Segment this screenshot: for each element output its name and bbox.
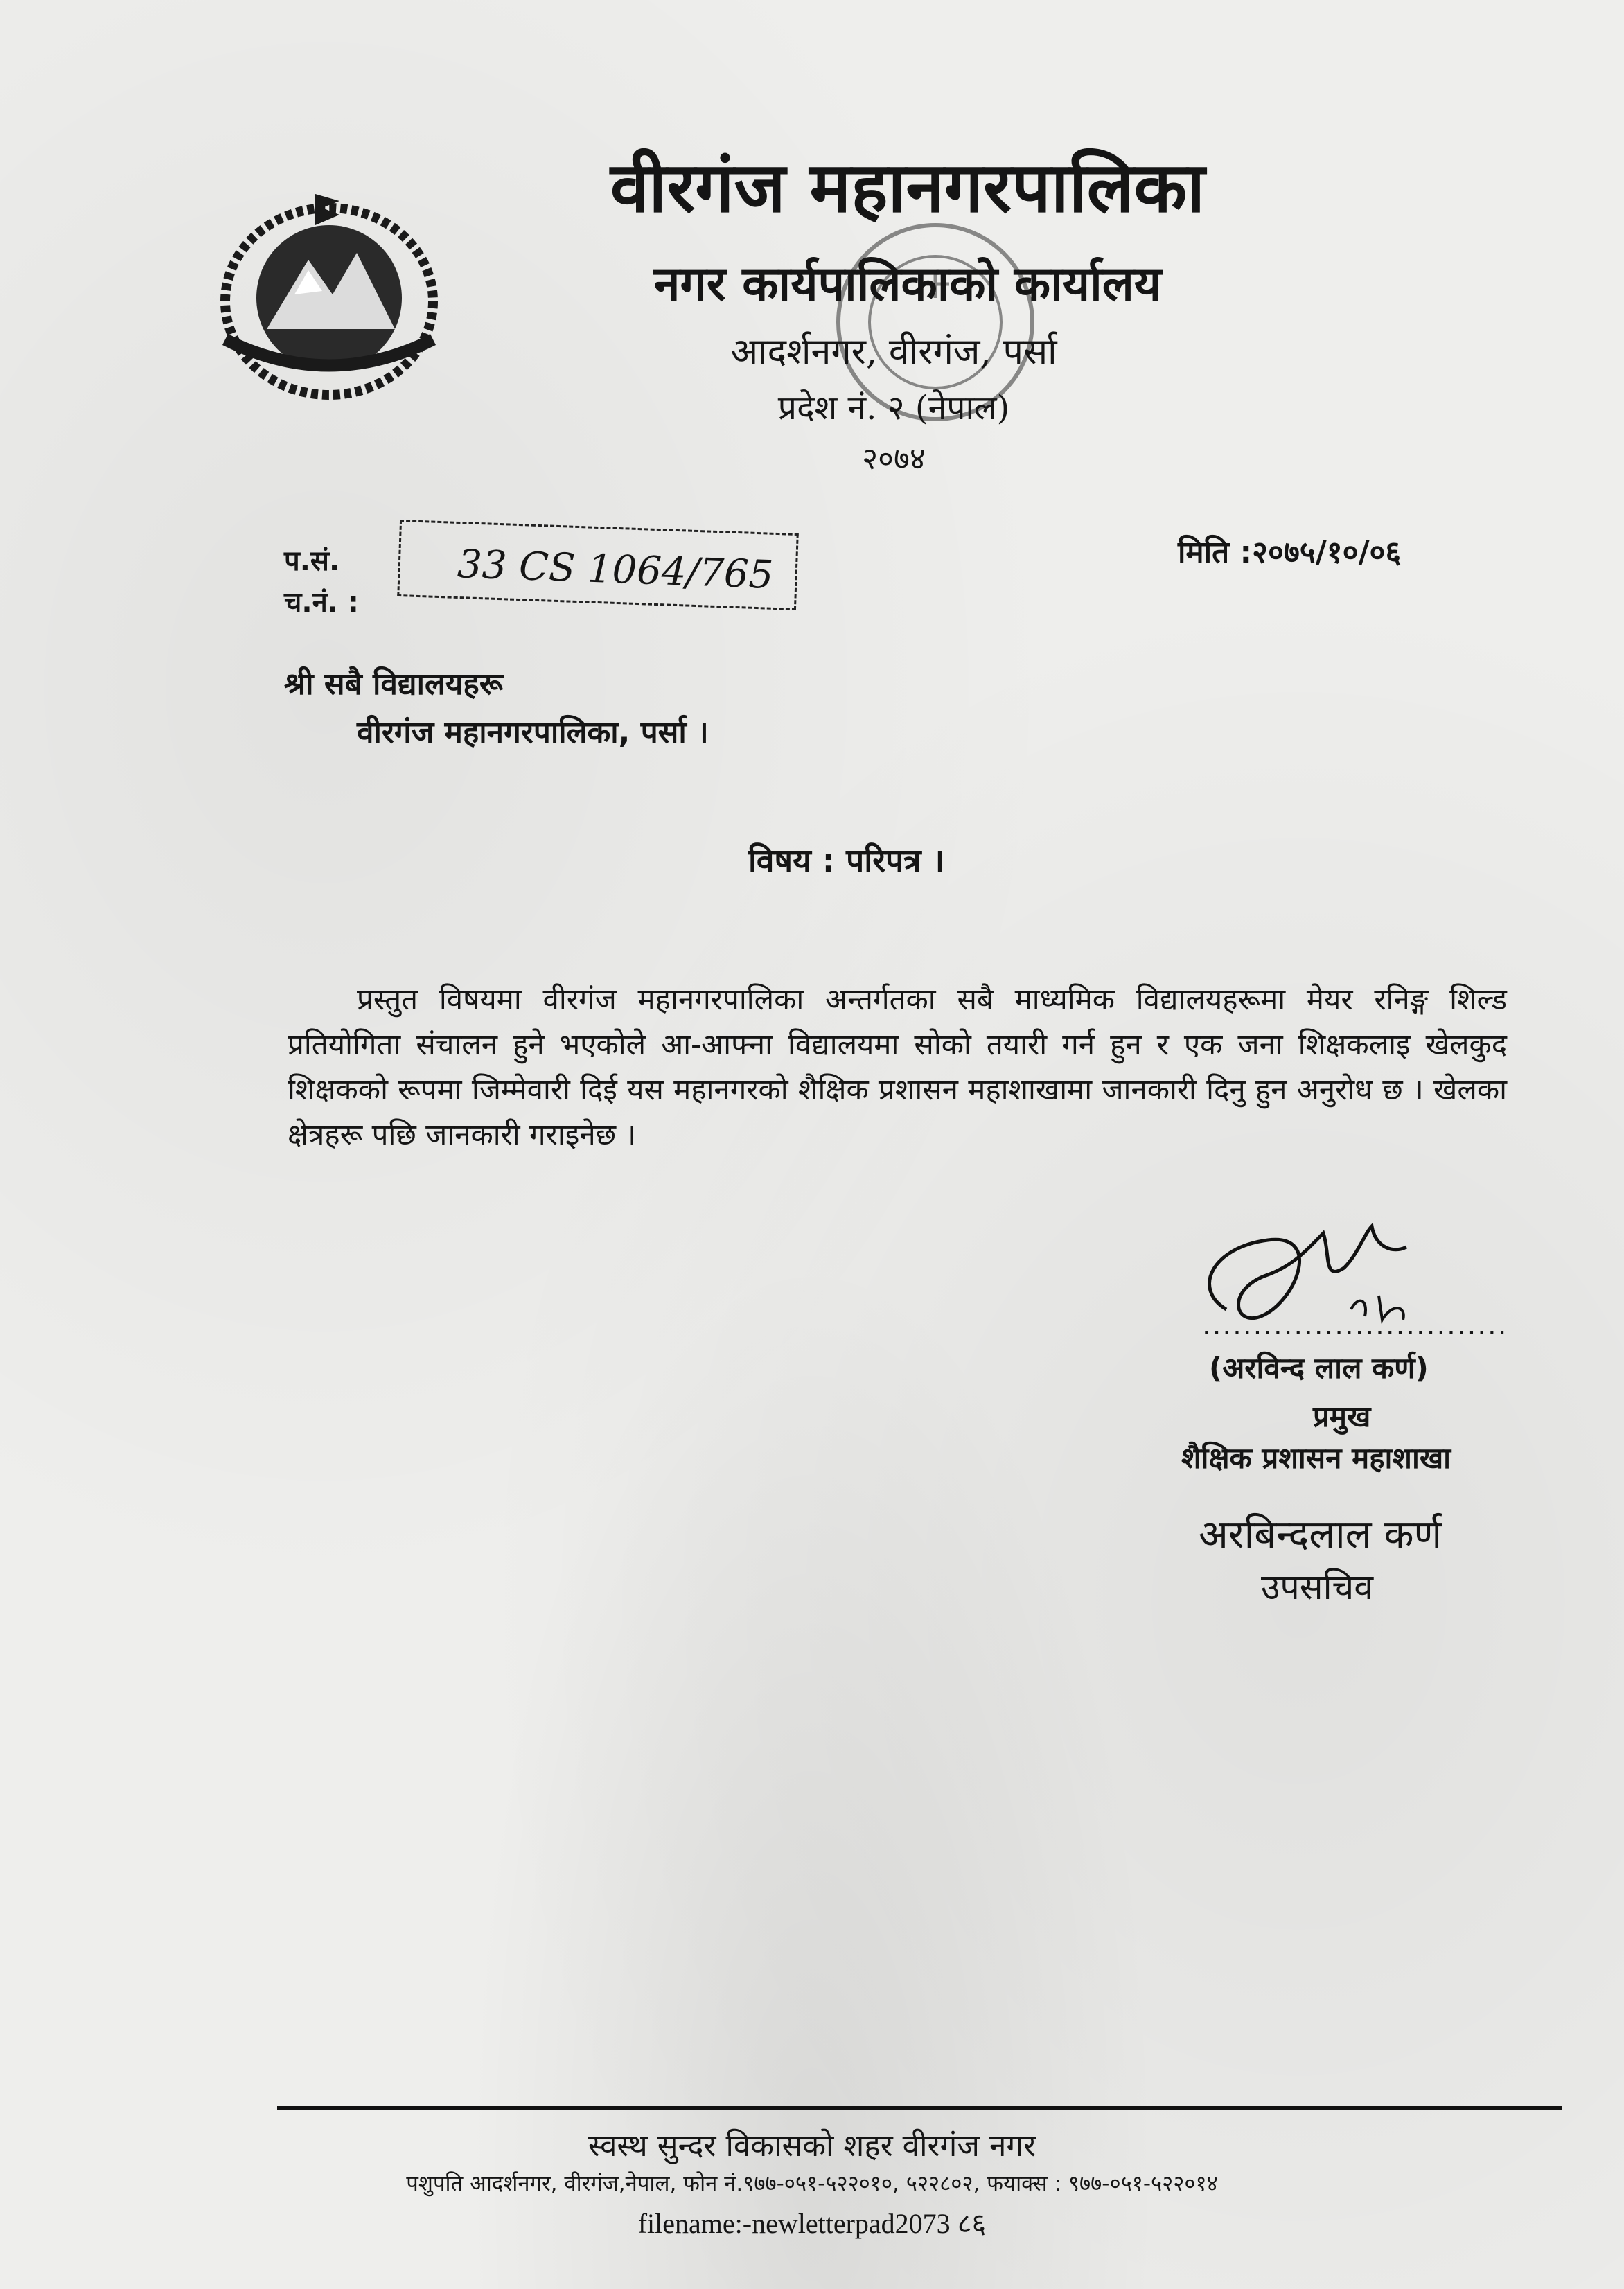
office-address: आदर्शनगर, वीरगंज, पर्सा [730, 331, 1057, 373]
footer-filename: filename:-newletterpad2073 ८६ [637, 2208, 987, 2239]
footer-slogan: स्वस्थ सुन्दर विकासको शहर वीरगंज नगर [588, 2128, 1036, 2164]
signature-line: .............................. [1202, 1309, 1508, 1341]
handwritten-reference: 33 CS 1064/765 [457, 542, 775, 598]
province: प्रदेश नं. २ (नेपाल) [777, 389, 1010, 427]
letter-subject: विषय : परिपत्र । [748, 842, 945, 879]
cn-label: च.नं. : [284, 587, 359, 619]
signatory-role: प्रमुख [1313, 1399, 1371, 1433]
signatory-name: (अरविन्द लाल कर्ण) [1209, 1351, 1429, 1385]
office-name: नगर कार्यपालिकाको कार्यालय [653, 256, 1162, 312]
letter-date: मिति :२०७५/१०/०६ [1178, 535, 1402, 570]
footer-contact: पशुपति आदर्शनगर, वीरगंज,नेपाल, फोन नं.९७७-०५१-५२२०१०, ५२२८०२, फयाक्स : ९७७-०५१-५२२०१४ [406, 2171, 1218, 2196]
government-emblem [211, 177, 447, 405]
ps-label: प.सं. [284, 545, 340, 577]
signatory-department: शैक्षिक प्रशासन महाशाखा [1181, 1441, 1451, 1475]
letterhead-year: २०७४ [862, 441, 926, 477]
letter-body: प्रस्तुत विषयमा वीरगंज महानगरपालिका अन्तर्गतका सबै माध्यमिक विद्यालयहरूमा मेयर रनिङ्ग शिल्ड प्रतियोगिता संचालन हुने भएकोले आ-आफ्ना विद्यालयमा सोको तयारी गर्न हुन र एक जना शिक्षकलाइ खेलकुद शिक्षकको रूपमा जिम्मेवारी दिई यस महानगरको शैक्षिक प्रशासन महाशाखामा जानकारी दिनु हुन अनुरोध छ । खेलका क्षेत्रहरू पछि जानकारी गराइनेछ । [288, 982, 1507, 1151]
name-stamp: अरबिन्दलाल कर्ण [1199, 1512, 1442, 1557]
footer-divider [277, 2106, 1562, 2110]
designation-stamp: उपसचिव [1261, 1567, 1374, 1607]
org-name: वीरगंज महानगरपालिका [610, 146, 1206, 228]
recipient-line-1: श्री सबै विद्यालयहरू [284, 666, 503, 702]
recipient-line-2: वीरगंज महानगरपालिका, पर्सा । [357, 715, 709, 750]
